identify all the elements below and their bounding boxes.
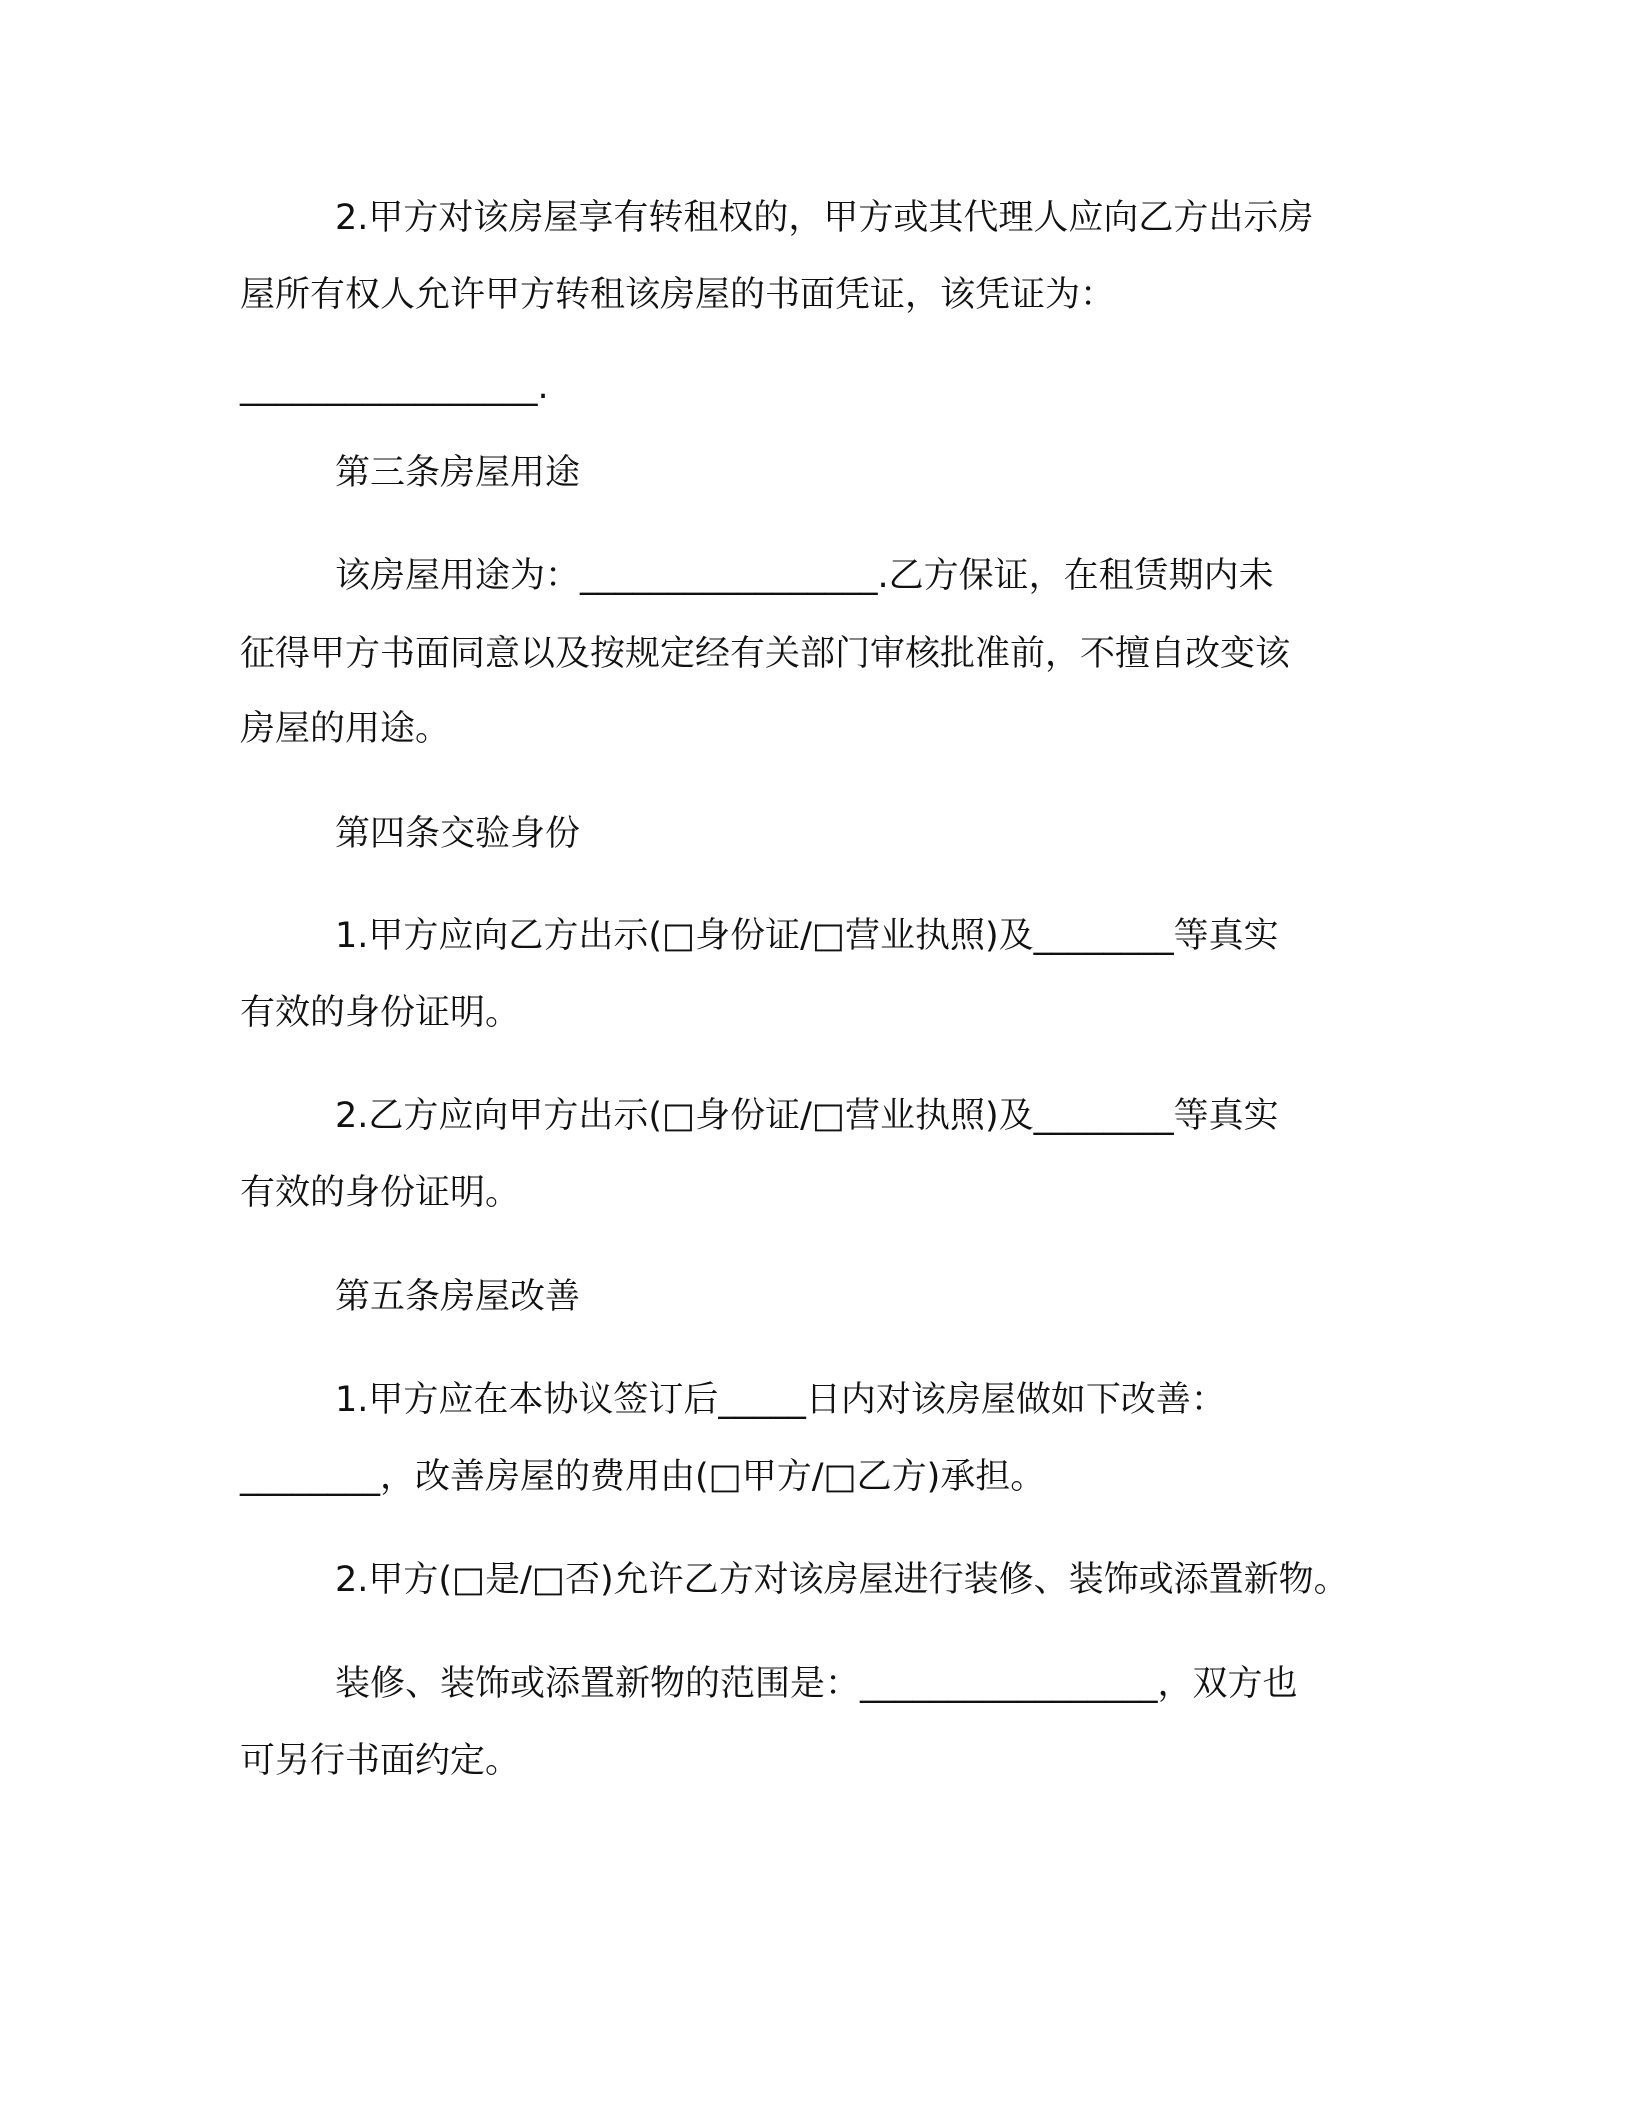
article-4-clause-2-line-2: 有效的身份证明。	[240, 1173, 521, 1213]
clause-2-sublease-line-1: 2.甲方对该房屋享有转租权的，甲方或其代理人应向乙方出示房	[335, 198, 1314, 238]
article-5-scope-line-2: 可另行书面约定。	[240, 1741, 521, 1781]
article-3-paragraph-line-3: 房屋的用途。	[240, 709, 451, 749]
article-5-clause-2-line-1: 2.甲方(□是/□否)允许乙方对该房屋进行装修、装饰或添置新物。	[335, 1560, 1349, 1600]
article-5-scope-line-1: 装修、装饰或添置新物的范围是：_________________，双方也	[335, 1664, 1298, 1704]
article-4-clause-1-line-2: 有效的身份证明。	[240, 993, 521, 1033]
clause-2-sublease-line-2: 屋所有权人允许甲方转租该房屋的书面凭证，该凭证为：	[240, 275, 1116, 315]
article-3-heading: 第三条房屋用途	[335, 453, 581, 493]
article-5-clause-1-line-2: ________，改善房屋的费用由(□甲方/□乙方)承担。	[240, 1457, 1046, 1497]
article-5-heading: 第五条房屋改善	[335, 1277, 581, 1317]
article-4-clause-2-line-1: 2.乙方应向甲方出示(□身份证/□营业执照)及________等真实	[335, 1096, 1279, 1136]
article-4-clause-1-line-1: 1.甲方应向乙方出示(□身份证/□营业执照)及________等真实	[335, 916, 1279, 956]
article-3-paragraph-line-1: 该房屋用途为：_________________.乙方保证，在租赁期内未	[335, 556, 1274, 596]
certificate-blank-line: _________________.	[240, 367, 549, 407]
article-3-paragraph-line-2: 征得甲方书面同意以及按规定经有关部门审核批准前，不擅自改变该	[240, 634, 1291, 674]
article-5-clause-1-line-1: 1.甲方应在本协议签订后_____日内对该房屋做如下改善：	[335, 1380, 1226, 1420]
article-4-heading: 第四条交验身份	[335, 814, 581, 854]
